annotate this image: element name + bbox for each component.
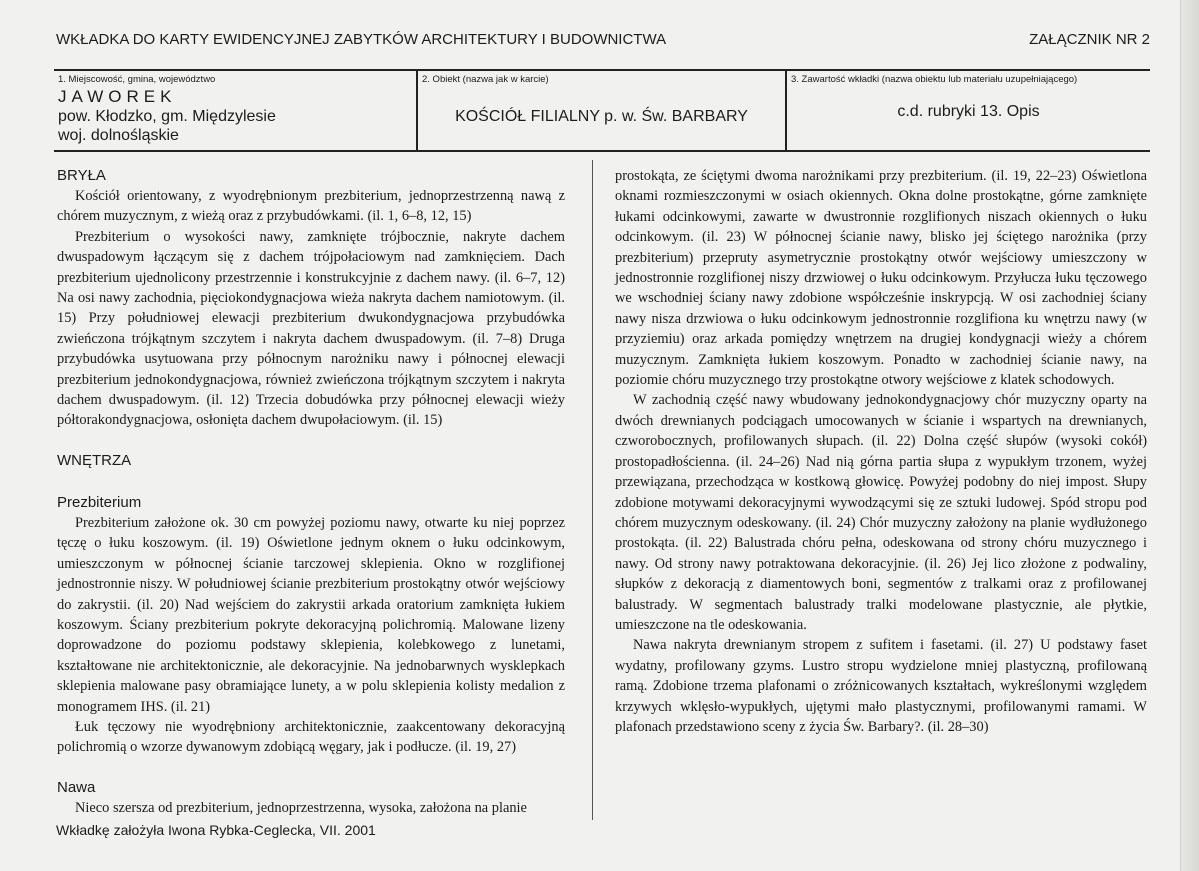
left-column <box>57 166 565 818</box>
form-title: WKŁADKA DO KARTY EWIDENCYJNEJ ZABYTKÓW ARCHITEKTURY I BUDOWNICTWA <box>56 31 667 48</box>
paragraph: Łuk tęczowy nie wyodrębniony architektonicznie, zaakcentowany dekoracyjną polichromią o wzorze dywanowym zdobiącą węgary, jak i podłucze. (il. 19, 27) <box>57 718 565 756</box>
paragraph: W zachodnią część nawy wbudowany jednokondygnacjowy chór muzyczny oparty na dwóch drewnianych podciągach umocowanych w ścianie i wspartych na drewnianych, czworobocznych, profilowanych słupach. (il. 22) Dolna część słupów (wysoki cokół) prostopadłościenna. (il. 24–26) Nad nią górna partia słupa z wypukłym trzonem, wyżej przewiązana, przechodząca w kostkową głowicę. Powyżej podobny do niej impost. Słupy zdobione motywami dekoracyjnymi wywodzącymi się ze sztuki ludowej. Spód stropu pod chórem muzycznym odeskowany. (il. 24) Chór muzyczny założony na planie wydłużonego prostokąta. (il. 22) Balustrada chóru pełna, odeskowana od strony chóru muzycznego i nawy. Od strony nawy potraktowana dekoracyjnie. (il. 26) Jej lico złożone z podwaliny, słupków z dekoracją z diamentowych boni, segmentów z tralkami oraz z profilowanej balustrady. W segmentach balustrady tralki modelowane plastycznie, ale płytkie, umieszczone na tle odeskowania. <box>615 392 1147 633</box>
object-value: KOŚCIÓŁ FILIALNY p. w. Św. BARBARY <box>455 108 748 125</box>
subheading-prezbiterium: Prezbiterium <box>57 493 142 511</box>
contents-cell <box>785 71 1150 150</box>
annex-number: ZAŁĄCZNIK NR 2 <box>1029 31 1150 48</box>
voivodeship-line: woj. dolnośląskie <box>58 127 179 144</box>
column-divider <box>592 160 593 820</box>
paragraph: Prezbiterium założone ok. 30 cm powyżej poziomu nawy, otwarte ku niej poprzez tęczę o łuku koszowym. (il. 19) Oświetlone jednym oknem o łuku odcinkowym, umieszczonym w północnej ścianie tarczowej sklepienia. Okno w rozglifionej jednostronnie niszy. W południowej ścianie prezbiterium prostokątny otwór wejściowy do zakrystii. (il. 20) Nad wejściem do zakrystii arkada oratorium zamknięta łukiem koszowym. Ściany prezbiterium pokryte dekoracyjną polichromią. Malowane lizeny doprowadzone do poziomu podstawy sklepienia, kolebkowego z lunetami, kształtowane nie architektonicznie, ale dekoracyjnie. Na jednobarwnych wysklepkach sklepienia malowane pasy obramiające lunety, a w polu sklepienia kolisty medalion z monogramem IHS. (il. 21) <box>57 514 565 715</box>
header-table <box>54 69 1150 152</box>
section-heading-bryla: BRYŁA <box>57 167 106 184</box>
contents-value: c.d. rubryki 13. Opis <box>897 103 1040 120</box>
town-name: JAWOREK <box>58 87 177 106</box>
location-label: 1. Miejscowość, gmina, województwo <box>58 74 216 85</box>
paragraph: prostokąta, ze ściętymi dwoma narożnikami przy prezbiterium. (il. 19, 22–23) Oświetlona oknami rozmieszczonymi w osiach okiennych. Okna dolne prostokątne, górne zamknięte łukami odcinkowymi, zawarte w dwustronnie rozglifionych niszach okiennych o łuku odcinkowym. (il. 23) W północnej ścianie nawy, blisko jej ściętego narożnika (przy prezbiterium) przepruty asymetrycznie prostokątny otwór wejściowy umieszczony w jednostronnie rozglifionej niszy drzwiowej o łuku odcinkowym. Przyłucza łuku tęczowego we wschodniej ściany nawy zdobione współcześnie inskrypcją. W osi zachodniej ściany nawy nisza drzwiowa o łuku odcinkowym jednostronnie rozglifiona ku wnętrzu nawy (w przyziemiu) oraz arkada pomiędzy wnętrzem na drugiej kondygnacji wieży a chórem muzycznym. Zamknięta łukiem koszowym. Ponadto w zachodniej ścianie nawy, na poziomie chóru muzycznego trzy prostokątne otwory wejściowe z klatek schodowych. <box>615 168 1147 389</box>
paragraph: Prezbiterium o wysokości nawy, zamknięte trójbocznie, nakryte dachem dwuspadowym łączącym się z dachem trójpołaciowym nad zamknięciem. Dach prezbiterium ujednolicony przestrzennie i konstrukcyjnie z dachem nawy. (il. 6–7, 12) Na osi nawy zachodnia, pięciokondygnacjowa wieża nakryta dachem namiotowym. (il. 15) Przy południowej elewacji prezbiterium dwukondygnacjowa przybudówka zwieńczona trójkątnym szczytem i nakryta dachem dwuspadowym. (il. 7–8) Druga przybudówka usytuowana przy północnym narożniku nawy i północnej elewacji prezbiterium jednokondygnacjowa, również zwieńczona trójkątnym szczytem i nakryta dachem dwuspadowym. (il. 12) Trzecia dobudówka przy północnej elewacji wieży półtorakondygnacjowa, osłonięta dachem dwupołaciowym. (il. 15) <box>57 228 565 429</box>
county-line: pow. Kłodzko, gm. Międzylesie <box>58 107 276 125</box>
object-cell <box>416 71 785 150</box>
contents-label: 3. Zawartość wkładki (nazwa obiektu lub materiału uzupełniającego) <box>791 74 1078 85</box>
paragraph: Nawa nakryta drewnianym stropem z sufitem i fasetami. (il. 27) U podstawy faset wydatny, profilowany gzyms. Lustro stropu wydzielone mniej plastyczną, profilowaną ramą. Zdobione trzema plafonami o zróżnicowanych kształtach, wykreślonymi względem krzywych wklęsło-wypukłych, ujętymi mało plastycznymi, profilowanymi ramami. W plafonach przedstawiono sceny z życia Św. Barbary?. (il. 28–30) <box>615 637 1147 735</box>
subheading-nawa: Nawa <box>57 778 96 796</box>
right-column <box>615 166 1147 737</box>
object-label: 2. Obiekt (nazwa jak w karcie) <box>422 74 549 85</box>
location-cell <box>54 71 416 150</box>
paragraph: Nieco szersza od prezbiterium, jednoprzestrzenna, wysoka, założona na planie <box>75 799 527 816</box>
footer-author: Wkładkę założyła Iwona Rybka-Ceglecka, VII. 2001 <box>56 822 376 838</box>
paragraph: Kościół orientowany, z wyodrębnionym prezbiterium, jednoprzestrzenną nawą z chórem muzycznym, z wieżą oraz z przybudówkami. (il. 1, 6–8, 12, 15) <box>57 188 565 225</box>
section-heading-wnetrza: WNĘTRZA <box>57 451 132 469</box>
location-value <box>58 87 276 146</box>
page-edge <box>1180 0 1199 871</box>
top-bar <box>56 31 1150 53</box>
